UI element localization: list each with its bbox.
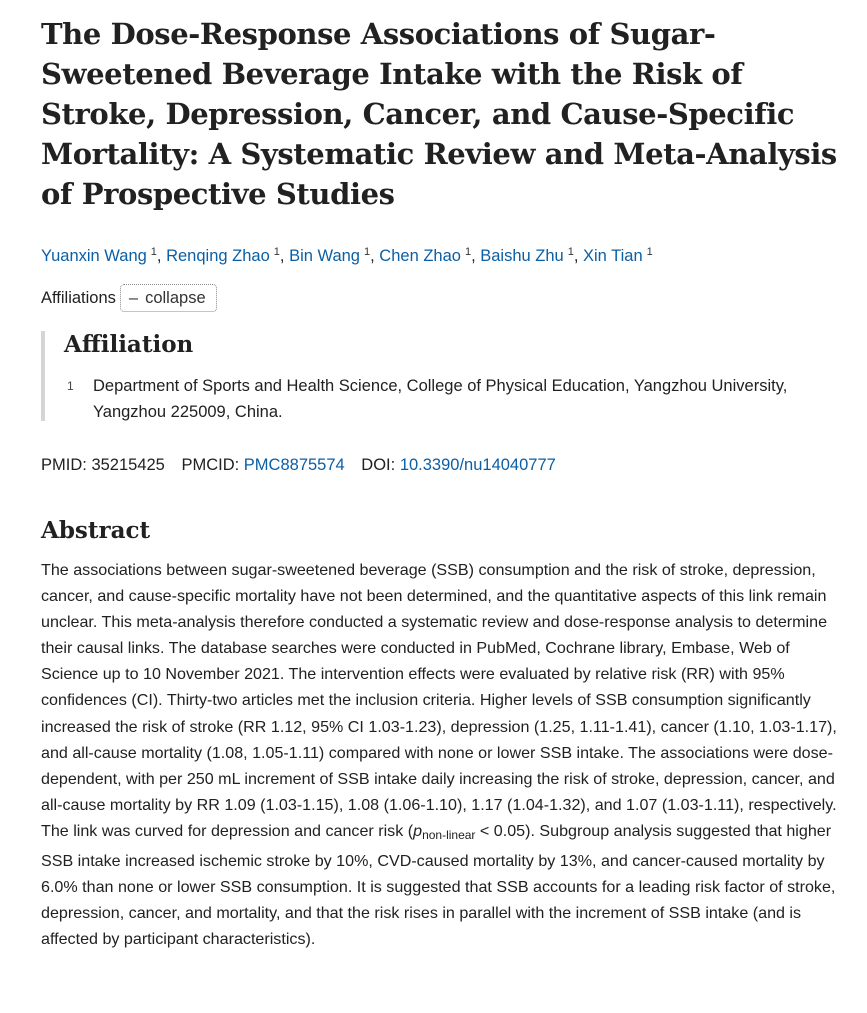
pmcid-link[interactable]: PMC8875574 xyxy=(243,456,345,474)
pmcid-group xyxy=(181,456,349,474)
abstract-heading: Abstract xyxy=(41,517,151,544)
pmid-group xyxy=(41,456,169,474)
affiliation-panel xyxy=(41,331,837,421)
author-affiliation-number: 1 xyxy=(646,246,653,258)
author-affiliation-number: 1 xyxy=(150,246,157,258)
pmid-value: 35215425 xyxy=(91,456,165,474)
doi-group xyxy=(361,456,556,474)
author-affiliation-number: 1 xyxy=(464,246,472,258)
affiliation-text: Department of Sports and Health Science, College of Physical Education, Yangzhou University, Yangzhou 225009, China. xyxy=(93,377,788,421)
article-title: The Dose-Response Associations of Sugar-Sweetened Beverage Intake with the Risk of Stroke, Depression, Cancer, and Cause-Specific Mortality: A Systematic Review and Meta-Analysis of Prospective Studies xyxy=(41,17,837,211)
author-affiliation-number: 1 xyxy=(567,246,574,258)
abstract-text-part1: The associations between sugar-sweetened beverage (SSB) consumption and the risk of stroke, depression, cancer, and cause-specific mortality have not been determined, and the quantitative aspects of this link remain unclear. This meta-analysis therefore conducted a systematic review and dose-response analysis to determine their causal links. The database searches were conducted in PubMed, Cochrane library, Embase, Web of Science up to 10 November 2021. The intervention effects were evaluated by relative risk (RR) with 95% confidences (CI). Thirty-two articles met the inclusion criteria. Higher levels of SSB consumption significantly increased the risk of stroke (RR 1.12, 95% CI 1.03-1.23), depression (1.25, 1.11-1.41), cancer (1.10, 1.03-1.17), and all-cause mortality (1.08, 1.05-1.11) compared with none or lower SSB intake. The associations were dose-dependent, with per 250 mL increment of SSB intake daily increasing the risk of stroke, depression, cancer, and all-cause mortality by RR 1.09 (1.03-1.15), 1.08 (1.06-1.10), 1.17 (1.04-1.32), and 1.07 (1.03-1.11), respectively. The link was curved for depression and cancer risk ( xyxy=(41,561,837,840)
author-link[interactable]: Bin Wang xyxy=(289,247,360,265)
article-identifiers xyxy=(41,453,837,477)
pmid-label: PMID: xyxy=(41,456,87,474)
author-link[interactable]: Renqing Zhao xyxy=(166,247,270,265)
affiliation-heading: Affiliation xyxy=(64,331,194,358)
author-affiliation-number: 1 xyxy=(364,246,371,258)
affiliation-item xyxy=(64,373,837,425)
author-link[interactable]: Xin Tian xyxy=(583,247,643,265)
collapse-button-label: collapse xyxy=(145,288,206,307)
p-symbol: p xyxy=(413,821,423,840)
pmcid-label: PMCID: xyxy=(181,456,240,474)
author-link[interactable]: Chen Zhao xyxy=(379,247,461,265)
author-link[interactable]: Yuanxin Wang xyxy=(41,247,147,265)
p-subscript: non-linear xyxy=(422,827,476,842)
author-affiliation-number: 1 xyxy=(273,246,280,258)
author-link[interactable]: Baishu Zhu xyxy=(480,247,564,265)
collapse-button[interactable] xyxy=(120,284,217,312)
abstract-text xyxy=(41,557,837,952)
author-list: Yuanxin Wang $^1$, Renqing Zhao $^1$, Bin Wang $^1$, Chen Zhao $^1$, Baishu Zhu $^1$, Xin Tian $^1$ xyxy=(41,246,653,265)
affiliations-label: Affiliations xyxy=(41,288,116,307)
doi-label: DOI: xyxy=(361,456,396,474)
minus-icon: – xyxy=(128,288,139,307)
abstract-text-part2: < 0.05). Subgroup analysis suggested that higher SSB intake increased ischemic stroke by 10%, CVD-caused mortality by 13%, and cancer-caused mortality by 6.0% than none or lower SSB consumption. It is suggested that SSB accounts for a leading risk factor of stroke, depression, cancer, and mortality, and that the risk rises in parallel with the increment of SSB intake (and is affected by participant characteristics). xyxy=(41,821,836,949)
doi-link[interactable]: 10.3390/nu14040777 xyxy=(399,456,556,474)
affiliation-number: 1 xyxy=(67,379,74,393)
affiliations-toggle-row xyxy=(41,283,837,313)
